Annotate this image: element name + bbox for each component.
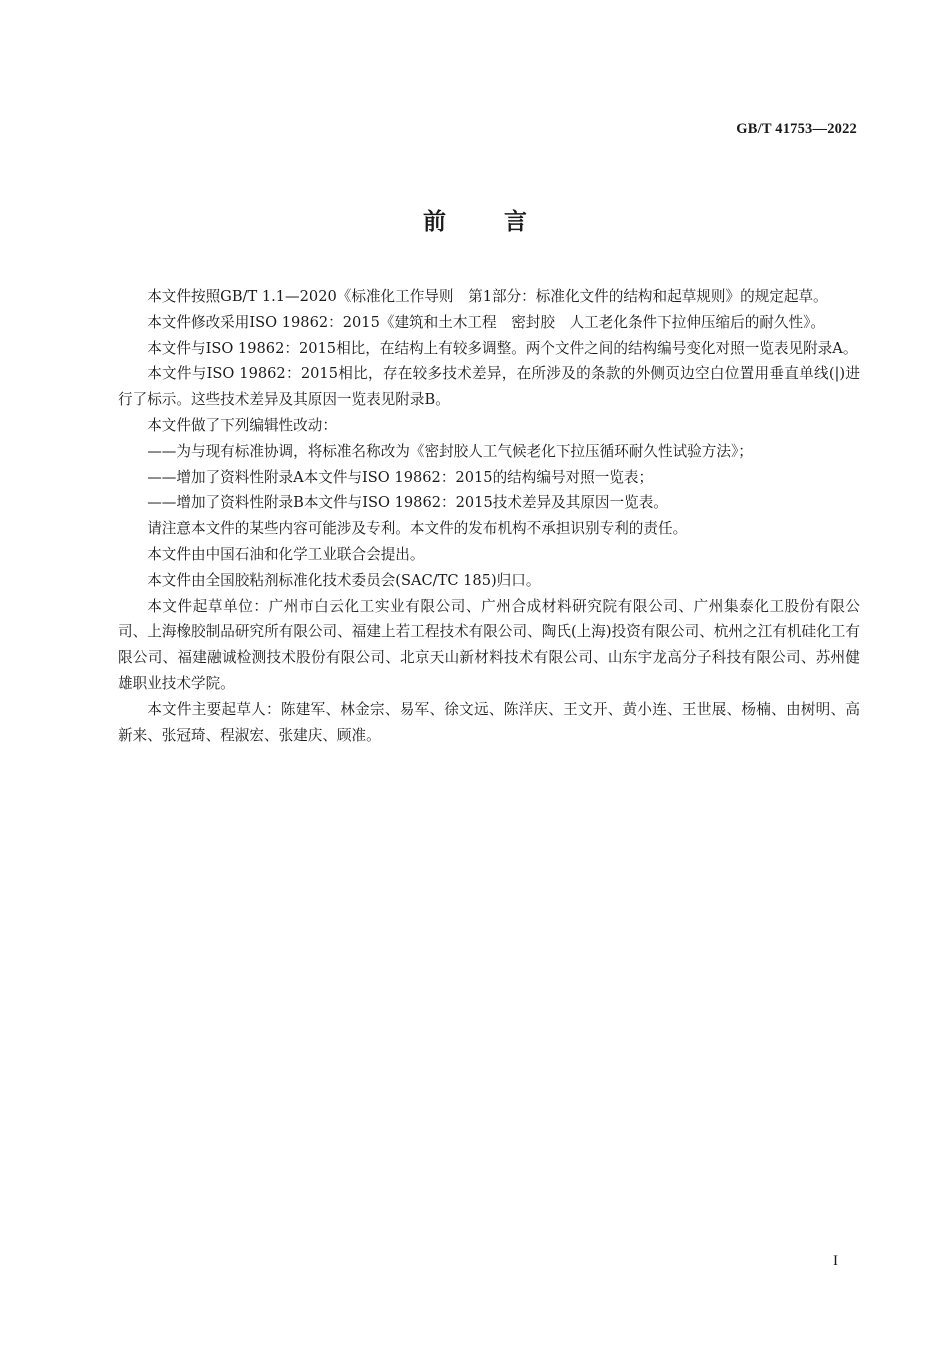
list-item: ——增加了资料性附录A本文件与ISO 19862：2015的结构编号对照一览表； <box>147 468 654 486</box>
paragraph-proposer: 本文件由中国石油和化学工业联合会提出。 <box>147 545 425 563</box>
paragraph-structure-changes: 本文件与ISO 19862：2015相比，在结构上有较多调整。两个文件之间的结构编号变化对照一览表见附录A。 <box>147 339 858 357</box>
page-title: 前言 <box>423 209 585 235</box>
paragraph-adoption: 本文件修改采用ISO 19862：2015《建筑和土木工程 密封胶 人工老化条件下拉伸压缩后的耐久性》。 <box>147 313 825 331</box>
list-item: ——为与现有标准协调，将标准名称改为《密封胶人工气候老化下拉压循环耐久性试验方法》； <box>147 442 753 460</box>
page-number: I <box>833 1253 838 1269</box>
paragraph-drafting-units: 本文件起草单位：广州市白云化工实业有限公司、广州合成材料研究院有限公司、广州集泰化工股份有限公司、上海橡胶制品研究所有限公司、福建上若工程技术有限公司、陶氏(上海)投资有限公司、杭州之江有机硅化工有限公司、福建融诚检测技术股份有限公司、北京天山新材料技术有限公司、山东宇龙高分子科技有限公司、苏州健雄职业技术学院。 <box>118 597 860 692</box>
paragraph-drafters: 本文件主要起草人：陈建军、林金宗、易军、徐文远、陈洋庆、王文开、黄小连、王世展、杨楠、由树明、高新来、张冠琦、程淑宏、张建庆、顾准。 <box>118 700 860 744</box>
document-code: GB/T 41753—2022 <box>736 121 857 137</box>
paragraph-technical-differences: 本文件与ISO 19862：2015相比，存在较多技术差异，在所涉及的条款的外侧页边空白位置用垂直单线(|)进行了标示。这些技术差异及其原因一览表见附录B。 <box>118 365 860 409</box>
list-item: ——增加了资料性附录B本文件与ISO 19862：2015技术差异及其原因一览表。 <box>147 494 668 512</box>
paragraph-editorial-intro: 本文件做了下列编辑性改动： <box>147 416 337 434</box>
paragraph-drafting-rules: 本文件按照GB/T 1.1—2020《标准化工作导则 第1部分：标准化文件的结构和起草规则》的规定起草。 <box>147 288 828 305</box>
paragraph-committee: 本文件由全国胶粘剂标准化技术委员会(SAC/TC 185)归口。 <box>147 571 541 589</box>
paragraph-patent-notice: 请注意本文件的某些内容可能涉及专利。本文件的发布机构不承担识别专利的责任。 <box>147 520 688 538</box>
foreword-body <box>118 284 860 748</box>
